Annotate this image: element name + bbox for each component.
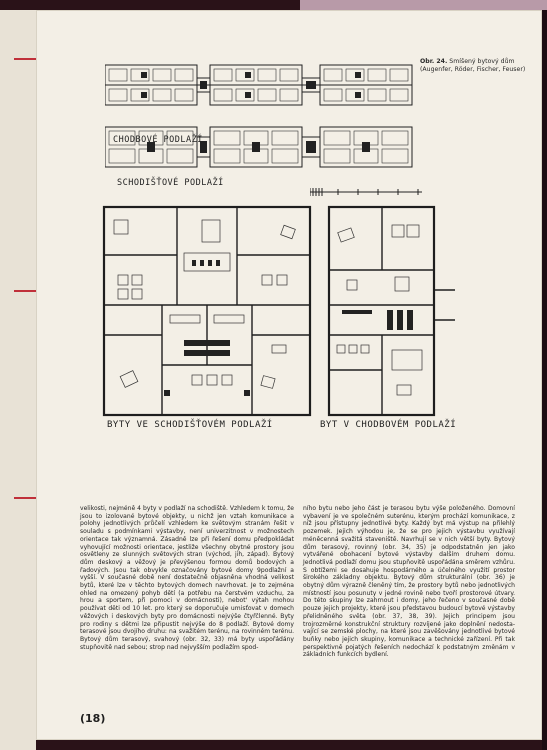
scan-right-edge xyxy=(542,10,547,750)
label-stair-floor: SCHODIŠŤOVÉ PODLAŽÍ xyxy=(117,178,224,188)
label-flats-stair-floor: BYTY VE SCHODIŠŤOVÉM PODLAŽÍ xyxy=(107,420,273,430)
flat-corridor-floor-plan xyxy=(327,205,457,417)
corridor-floor-plan xyxy=(105,60,415,110)
label-flat-corridor-floor: BYT V CHODBOVÉM PODLAŽÍ xyxy=(320,420,457,430)
body-text-right-column: ního bytu nebo jeho část je terasou bytu výše položeného. Domovní vybavení je ve společném suterénu, kterým prochází komunikace, z níž jsou přístupny jednotlivé byty. Každý byt má výstup na přilehlý pozemek. Jejich výhodou je, že se pro jejich výstavbu využívají méněcenná svažitá staveniště. Navrhují se v nich větší byty. Bytový dům terasový, rovinný (obr. 34, 35) je odpodstatněn jen jako vytvářené obohacení bytové výstavby dalším druhem domu. Jednotlivá podlaží domu jsou stupňovitě uspořádána směrem vzhůru. S obtížemi se dosahuje hospodárného a účelného využití prostor širokého základny objektu. Bytový dům strukturální (obr. 36) je obytný dům výrazně členěný tím, že prostory bytů nebo jednotlivých místností jsou posunuty v jedné rovině nebo tvoří prostorové útvary. Do této skupiny lze zahrnout i domy, jeho řečeno v současné době pouze jejich projekty, které jsou představou budoucí bytové výstavby přelidněného světa (obr. 37, 38, 39). Jejich principem jsou trojrozměrné konstrukční struktury rozvíjené jako doplnění nedostavající se zemské plochy, na které jsou zavěšovány jednotlivé bytové buňky nebo jejich skupiny, komunikace a technické zařízení. Při tak perspektivně pojatých řešeních nedochází k podstatným změnám v základních funkcích bydlení. xyxy=(303,505,515,659)
facing-page-edge xyxy=(0,10,36,750)
scale-bar xyxy=(310,186,425,198)
figure-number: Obr. 24. xyxy=(420,58,448,65)
label-corridor-floor: CHODBOVÉ PODLAŽÍ xyxy=(113,135,203,145)
margin-mark xyxy=(14,290,36,292)
body-text-left-column: velikosti, nejméně 4 byty v podlaží na schodiště. Vzhledem k tomu, že jsou to izolované bytové objekty, u nichž jen vztah komunikace a polohy jednotlivých průčelí vzhledem ke světovým stranám řešit v souladu s podmínkami výstavby, není univerzitnost v možnostech orientace tak významná. Zásadně lze při řešení domu předpokládat vyhovující možnosti orientace, jestliže všechny obytné prostory jsou osvětleny ze slunných světových stran (východ, jih, západ). Bytový dům deskový a věžový je převýšenou formou domů bodových a řadových. Jsou tak obvykle označovány bytové domy 9podlažní a vyšší. V současné době není dostatečně objasněna vhodná velikost bytů, které lze v těchto bytových domech navrhovat. Je to zejména ohled na omezený pohyb dětí (a potřebu na čerstvém vzduchu, za hrou a sportem, při pomoci v domácnosti), nebot' výtah mohou používat děti od 10 let. pro který se doporučuje umisťovat v domech věžových i deskových byty pro domácnosti nejvýše čtyřčlenné. Byty pro rodiny s dětmi lze připustit nejvýše do 8 podlaží. Bytové domy terasové jsou dvojího druhu: na svažitém terénu, na rovinném terénu. Bytový dům terasový, svahový (obr. 32, 33) má byty uspořádány stupňovitě nad sebou; strop nad nejvyšším podlažím spod- xyxy=(80,505,294,651)
margin-mark xyxy=(14,58,36,60)
page-number: (18) xyxy=(80,712,106,725)
figure-caption-text: Smíšený bytový dům (Augenfer, Röder, Fischer, Feuser) xyxy=(420,58,526,73)
margin-mark xyxy=(14,497,36,499)
stair-floor-plan xyxy=(105,122,415,172)
figure-caption xyxy=(420,58,538,73)
flats-stair-floor-plan xyxy=(102,205,312,417)
scan-bottom-edge xyxy=(36,740,542,750)
